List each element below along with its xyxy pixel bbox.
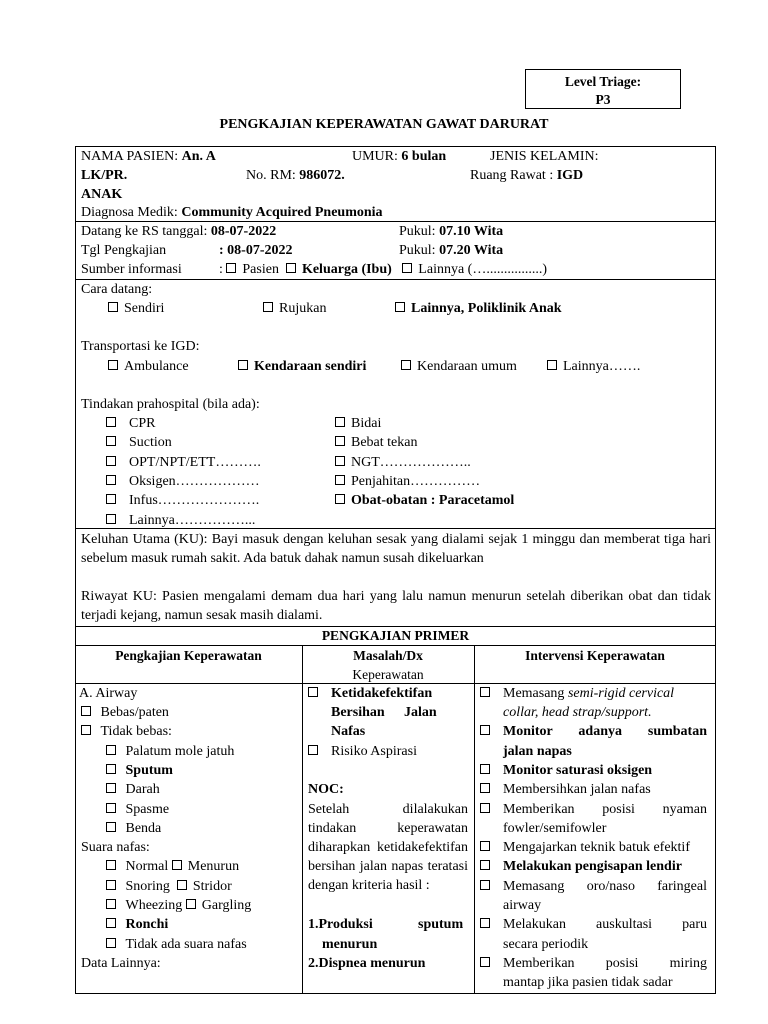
prahospital-left-2 bbox=[106, 453, 261, 472]
cara-sendiri-label: Sendiri bbox=[124, 301, 165, 316]
prahospital-item-label: NGT……………….. bbox=[351, 455, 471, 470]
prahospital-label: Tindakan prahospital (bila ada): bbox=[81, 397, 260, 412]
column-header-masalah-l2: Keperawatan bbox=[352, 667, 424, 682]
intervensi-item bbox=[480, 761, 652, 780]
checkbox-intervensi[interactable] bbox=[480, 803, 490, 813]
transport-ambulance-label: Ambulance bbox=[124, 359, 189, 374]
kh1-b: sputum bbox=[418, 917, 464, 932]
sex-value: LK/PR. bbox=[81, 168, 128, 183]
column-header-pengkajian: Pengkajian Keperawatan bbox=[115, 648, 262, 663]
age-row bbox=[352, 147, 446, 166]
arrival-time-label: Pukul: bbox=[399, 224, 436, 239]
checkbox-menurun[interactable] bbox=[172, 860, 182, 870]
intervensi-item bbox=[480, 877, 710, 896]
assessment-time: 07.20 Wita bbox=[439, 243, 504, 258]
prahospital-item-label: CPR bbox=[129, 416, 156, 431]
airway-sub-label: Palatum mole jatuh bbox=[125, 744, 235, 759]
checkbox-intervensi[interactable] bbox=[480, 725, 490, 735]
intervensi-item bbox=[480, 722, 710, 741]
rm-label: No. RM: bbox=[246, 168, 296, 183]
checkbox-tidak-bebas[interactable] bbox=[81, 725, 91, 735]
diagnosis-value: Community Acquired Pneumonia bbox=[181, 205, 383, 220]
riwayat-ku: Riwayat KU: Pasien mengalami demam dua hari yang lalu namun menurun setelah diberikan obat dan tidak terjadi kejang, namun sesak masih dialami. bbox=[81, 589, 711, 623]
sex-label: JENIS KELAMIN: bbox=[490, 149, 599, 164]
airway-title: A. Airway bbox=[79, 686, 138, 701]
checkbox-intervensi[interactable] bbox=[480, 783, 490, 793]
checkbox-ambulance[interactable] bbox=[108, 360, 118, 370]
source-lainnya: Lainnya (…................) bbox=[418, 262, 547, 277]
source-keluarga: Keluarga (Ibu) bbox=[301, 262, 392, 277]
sound-row bbox=[106, 857, 239, 876]
column-divider bbox=[474, 645, 475, 994]
triage-box bbox=[525, 69, 681, 109]
prahospital-right-3 bbox=[335, 472, 480, 491]
patient-name-label: NAMA PASIEN: bbox=[81, 149, 179, 164]
transport-umum-label: Kendaraan umum bbox=[417, 359, 517, 374]
airway-sub-label: Sputum bbox=[125, 763, 173, 778]
checkbox-tidak-ada[interactable] bbox=[106, 938, 116, 948]
kh1-c: menurun bbox=[322, 937, 378, 952]
airway-sub bbox=[106, 819, 161, 838]
prahospital-item-label: Penjahitan…………… bbox=[351, 474, 481, 489]
prahospital-item-label: Infus…………………. bbox=[129, 493, 260, 508]
room-row bbox=[470, 166, 583, 185]
airway-item bbox=[81, 703, 169, 722]
checkbox-transport-lainnya[interactable] bbox=[547, 360, 557, 370]
cara-datang-label: Cara datang: bbox=[81, 282, 153, 297]
rm-value: 986072. bbox=[299, 168, 345, 183]
prahospital-right-0 bbox=[335, 414, 381, 433]
checkbox-pasien[interactable] bbox=[226, 263, 236, 273]
checkbox-ngt[interactable] bbox=[335, 456, 345, 466]
column-header-masalah bbox=[302, 646, 474, 684]
triage-label: Level Triage: bbox=[564, 74, 642, 89]
sound-label: Wheezing bbox=[125, 898, 183, 913]
airway-sub-label: Spasme bbox=[125, 802, 170, 817]
dx1-line1 bbox=[308, 684, 432, 703]
transport-opt-sendiri bbox=[238, 357, 366, 376]
intervensi-text-cont: fowler/semifowler bbox=[503, 821, 607, 836]
cara-rujukan-label: Rujukan bbox=[279, 301, 327, 316]
checkbox-bebas[interactable] bbox=[81, 706, 91, 716]
checkbox-keluarga[interactable] bbox=[286, 263, 296, 273]
checkbox-darah[interactable] bbox=[106, 783, 116, 793]
intervensi-item bbox=[480, 838, 690, 857]
airway-sub-label: Darah bbox=[125, 782, 160, 797]
column-divider bbox=[302, 645, 303, 994]
prahospital-item-label: Lainnya……………... bbox=[129, 513, 256, 528]
intervensi-text-cont: airway bbox=[503, 898, 542, 913]
checkbox-benda[interactable] bbox=[106, 822, 116, 832]
transport-sendiri-label: Kendaraan sendiri bbox=[254, 359, 367, 374]
checkbox-intervensi[interactable] bbox=[480, 764, 490, 774]
triage-level: P3 bbox=[595, 92, 611, 107]
noc-text: Setelah dilalakukan tindakan keperawatan diharapkan ketidakefektifan bersihan jalan napas teratasi dengan kriteria hasil : bbox=[308, 802, 468, 893]
checkbox-oksigen[interactable] bbox=[106, 475, 116, 485]
checkbox-lainnya[interactable] bbox=[402, 263, 412, 273]
prahospital-left-5 bbox=[106, 511, 255, 530]
transport-lainnya-label: Lainnya……. bbox=[563, 359, 641, 374]
column-header-masalah-l1: Masalah/Dx bbox=[353, 648, 423, 663]
checkbox-lainnya-cara[interactable] bbox=[395, 302, 405, 312]
checkbox-bebat[interactable] bbox=[335, 436, 345, 446]
source-label: Sumber informasi bbox=[81, 262, 182, 277]
checkbox-intervensi[interactable] bbox=[480, 918, 490, 928]
sound-label: Tidak ada suara nafas bbox=[125, 937, 247, 952]
airway-sub bbox=[106, 780, 160, 799]
sound-label: Snoring bbox=[125, 879, 170, 894]
checkbox-suction[interactable] bbox=[106, 436, 116, 446]
rm-row bbox=[246, 166, 345, 185]
checkbox-rujukan[interactable] bbox=[263, 302, 273, 312]
checkbox-bidai[interactable] bbox=[335, 417, 345, 427]
checkbox-normal[interactable] bbox=[106, 860, 116, 870]
checkbox-palatum[interactable] bbox=[106, 745, 116, 755]
intervensi-text: Memberikan posisi miring bbox=[503, 956, 707, 971]
checkbox-sputum[interactable] bbox=[106, 764, 116, 774]
cara-opt-rujukan bbox=[263, 299, 326, 318]
data-lainnya-label: Data Lainnya: bbox=[81, 956, 161, 971]
airway-item bbox=[81, 722, 172, 741]
transport-opt-lainnya bbox=[547, 357, 640, 376]
prahospital-left-3 bbox=[106, 472, 260, 491]
arrival-date: 08-07-2022 bbox=[210, 224, 277, 239]
age-value: 6 bulan bbox=[401, 149, 447, 164]
intervensi-text: Monitor saturasi oksigen bbox=[503, 763, 653, 778]
diagnosis-row bbox=[81, 203, 383, 222]
checkbox-sendiri[interactable] bbox=[108, 302, 118, 312]
prahospital-item-label: Obat-obatan : Paracetamol bbox=[351, 493, 515, 508]
suara-nafas-label: Suara nafas: bbox=[81, 840, 150, 855]
checkbox-intervensi[interactable] bbox=[480, 860, 490, 870]
intervensi-item bbox=[480, 915, 710, 934]
checkbox-intervensi[interactable] bbox=[480, 687, 490, 697]
checkbox-intervensi[interactable] bbox=[480, 841, 490, 851]
intervensi-item bbox=[480, 954, 710, 973]
room-label: Ruang Rawat : bbox=[470, 168, 554, 183]
prahospital-left-0 bbox=[106, 414, 155, 433]
checkbox-ronchi[interactable] bbox=[106, 918, 116, 928]
primer-title: PENGKAJIAN PRIMER bbox=[321, 628, 470, 643]
checkbox-lainnya-prahospital[interactable] bbox=[106, 514, 116, 524]
prahospital-item-label: Suction bbox=[129, 435, 172, 450]
airway-item-label: Tidak bebas: bbox=[100, 724, 172, 739]
divider bbox=[75, 279, 716, 280]
sound-label: Stridor bbox=[192, 879, 232, 894]
intervensi-text: Memberikan posisi nyaman bbox=[503, 802, 707, 817]
arrival-date-row bbox=[81, 222, 276, 241]
age-label: UMUR: bbox=[352, 149, 398, 164]
page-title: PENGKAJIAN KEPERAWATAN GAWAT DARURAT bbox=[219, 117, 549, 132]
source-pasien: Pasien bbox=[242, 262, 279, 277]
checkbox-infus[interactable] bbox=[106, 494, 116, 504]
prahospital-right-2 bbox=[335, 453, 471, 472]
assessment-time-label: Pukul: bbox=[399, 243, 436, 258]
intervensi-text: Mengajarkan teknik batuk efektif bbox=[503, 840, 690, 855]
dx1-line2a: Bersihan bbox=[331, 705, 385, 720]
prahospital-right-4 bbox=[335, 491, 514, 510]
intervensi-text-cont: jalan napas bbox=[503, 744, 572, 759]
checkbox-wheezing[interactable] bbox=[106, 899, 116, 909]
transport-opt-umum bbox=[401, 357, 517, 376]
room-value: IGD bbox=[556, 168, 584, 183]
dx1-line2b: Jalan bbox=[404, 705, 437, 720]
arrival-time-row bbox=[399, 222, 503, 241]
kh2: 2.Dispnea menurun bbox=[308, 956, 426, 971]
intervensi-text: Memasang semi-rigid cervical bbox=[503, 686, 675, 701]
intervensi-item bbox=[480, 780, 651, 799]
arrival-date-label: Datang ke RS tanggal: bbox=[81, 224, 208, 239]
intervensi-item bbox=[480, 857, 682, 876]
cara-opt-lainnya bbox=[395, 299, 562, 318]
airway-sub bbox=[106, 800, 169, 819]
checkbox-stridor[interactable] bbox=[177, 880, 187, 890]
checkbox-kendaraan-sendiri[interactable] bbox=[238, 360, 248, 370]
source-options bbox=[219, 260, 547, 279]
prahospital-left-1 bbox=[106, 433, 172, 452]
prahospital-item-label: Oksigen……………… bbox=[129, 474, 260, 489]
checkbox-kendaraan-umum[interactable] bbox=[401, 360, 411, 370]
checkbox-obat[interactable] bbox=[335, 494, 345, 504]
source-colon: : bbox=[219, 262, 223, 277]
prahospital-item-label: Bebat tekan bbox=[351, 435, 418, 450]
room-value-cont: ANAK bbox=[81, 187, 123, 202]
intervensi-text: Melakukan pengisapan lendir bbox=[503, 859, 682, 874]
dx2-text: Risiko Aspirasi bbox=[331, 744, 417, 759]
arrival-time: 07.10 Wita bbox=[439, 224, 504, 239]
checkbox-gargling[interactable] bbox=[186, 899, 196, 909]
sound-label: Menurun bbox=[187, 859, 240, 874]
intervensi-text: Memasang oro/naso faringeal bbox=[503, 879, 707, 894]
kh1-a: 1.Produksi bbox=[308, 917, 373, 932]
airway-sub-label: Benda bbox=[125, 821, 162, 836]
intervensi-text-cont: mantap jika pasien tidak sadar bbox=[503, 975, 673, 990]
keluhan-utama: Keluhan Utama (KU): Bayi masuk dengan keluhan sesak yang dialami sejak 1 minggu dan memberat tiga hari sebelum masuk rumah sakit. Ada batuk dahak namun susah dikeluarkan bbox=[81, 532, 711, 566]
sound-label: Gargling bbox=[201, 898, 252, 913]
sound-row bbox=[106, 896, 251, 915]
checkbox-dx1[interactable] bbox=[308, 687, 318, 697]
airway-sub bbox=[106, 761, 173, 780]
sound-row bbox=[106, 935, 247, 954]
prahospital-item-label: Bidai bbox=[351, 416, 382, 431]
intervensi-text: Monitor adanya sumbatan bbox=[503, 724, 707, 739]
column-header-intervensi: Intervensi Keperawatan bbox=[525, 648, 665, 663]
prahospital-right-1 bbox=[335, 433, 417, 452]
transport-opt-ambulance bbox=[108, 357, 189, 376]
dx1-line1-text: Ketidakefektifan bbox=[331, 686, 433, 701]
checkbox-snoring[interactable] bbox=[106, 880, 116, 890]
transport-label: Transportasi ke IGD: bbox=[81, 339, 200, 354]
airway-sub bbox=[106, 742, 234, 761]
cara-lainnya-label: Lainnya, Poliklinik Anak bbox=[411, 301, 562, 316]
patient-name-row bbox=[81, 147, 216, 166]
airway-item-label: Bebas/paten bbox=[100, 705, 169, 720]
checkbox-penjahitan[interactable] bbox=[335, 475, 345, 485]
sound-label: Normal bbox=[125, 859, 169, 874]
intervensi-text-cont: collar, head strap/support. bbox=[503, 705, 652, 720]
prahospital-left-4 bbox=[106, 491, 259, 510]
intervensi-item bbox=[480, 800, 710, 819]
assessment-date-label: Tgl Pengkajian bbox=[81, 243, 167, 258]
diagnosis-label: Diagnosa Medik: bbox=[81, 205, 178, 220]
checkbox-spasme[interactable] bbox=[106, 803, 116, 813]
checkbox-intervensi[interactable] bbox=[480, 957, 490, 967]
sound-row bbox=[106, 877, 232, 896]
assessment-date: : 08-07-2022 bbox=[219, 243, 293, 258]
intervensi-text: Melakukan auskultasi paru bbox=[503, 917, 707, 932]
cara-opt-sendiri bbox=[108, 299, 164, 318]
dx2 bbox=[308, 742, 417, 761]
noc-label: NOC: bbox=[308, 782, 344, 797]
intervensi-text-cont: secara periodik bbox=[503, 937, 589, 952]
sound-label: Ronchi bbox=[125, 917, 169, 932]
assessment-time-row bbox=[399, 241, 503, 260]
intervensi-text: Membersihkan jalan nafas bbox=[503, 782, 651, 797]
sound-row bbox=[106, 915, 168, 934]
patient-name: An. A bbox=[181, 149, 216, 164]
intervensi-item bbox=[480, 684, 674, 703]
checkbox-intervensi[interactable] bbox=[480, 880, 490, 890]
dx1-line3: Nafas bbox=[331, 724, 366, 739]
prahospital-item-label: OPT/NPT/ETT………. bbox=[129, 455, 261, 470]
checkbox-opt[interactable] bbox=[106, 456, 116, 466]
checkbox-dx2[interactable] bbox=[308, 745, 318, 755]
checkbox-cpr[interactable] bbox=[106, 417, 116, 427]
